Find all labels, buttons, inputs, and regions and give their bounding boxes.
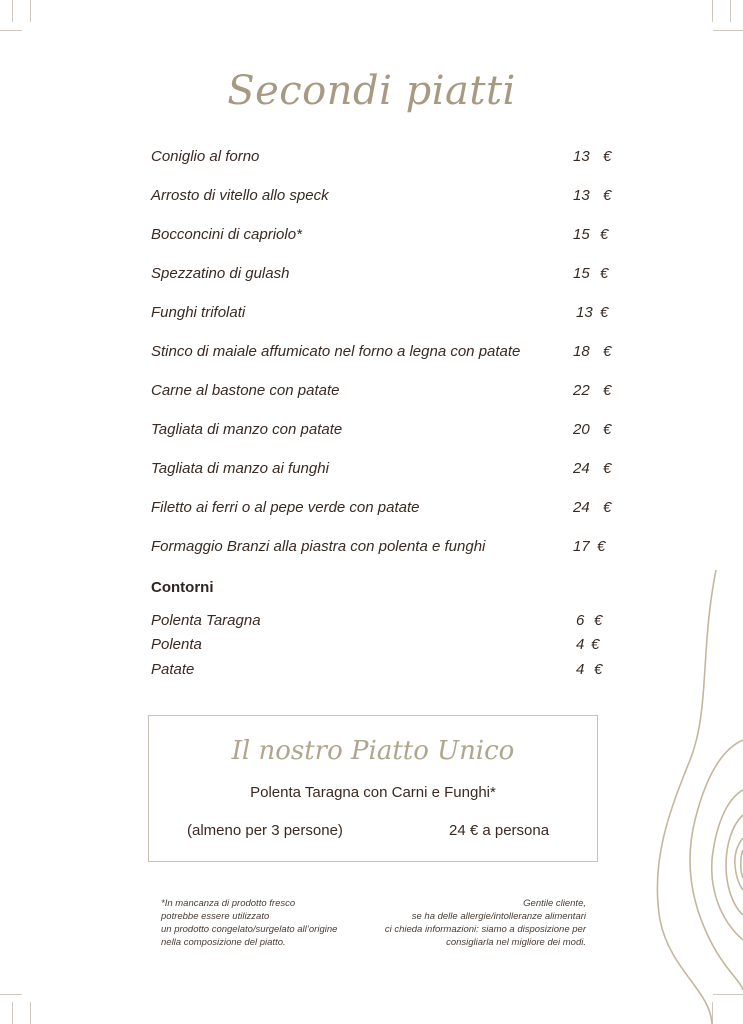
special-dish-box: [148, 715, 598, 862]
footnote-line: consigliarla nel migliore dei modi.: [446, 937, 586, 948]
crop-mark: [713, 30, 743, 31]
dish-price: 13: [573, 148, 590, 165]
footnote-line: ci chieda informazioni: siamo a disposizione per: [384, 924, 586, 935]
menu-item: [151, 265, 621, 285]
side-dish-price: 4: [576, 661, 585, 678]
menu-item: [151, 304, 621, 324]
menu-item: [151, 421, 621, 441]
footnote-line: se ha delle allergie/intolleranze alimentari: [411, 911, 586, 922]
dish-price: 15: [573, 226, 590, 243]
currency-symbol: €: [603, 382, 612, 399]
dish-price: 17: [573, 538, 590, 555]
menu-item: [151, 343, 621, 363]
currency-symbol: €: [597, 538, 606, 555]
currency-symbol: €: [603, 421, 612, 438]
side-dish-name: Patate: [151, 661, 195, 678]
side-dish-price: 4: [576, 636, 585, 653]
special-dish-name: Polenta Taragna con Carni e Funghi*: [250, 784, 496, 801]
side-dish-item: [151, 636, 621, 656]
currency-symbol: €: [603, 499, 612, 516]
footnote-line: *In mancanza di prodotto fresco: [161, 898, 296, 909]
dish-name: Funghi trifolati: [151, 304, 246, 321]
special-dish-price: 24 € a persona: [449, 822, 550, 839]
currency-symbol: €: [600, 304, 609, 321]
menu-item: [151, 538, 621, 558]
crop-mark: [0, 30, 22, 31]
currency-symbol: €: [603, 460, 612, 477]
section-heading-contorni: Contorni: [151, 579, 214, 596]
dish-name: Tagliata di manzo ai funghi: [151, 460, 329, 477]
footnote-line: Gentile cliente,: [523, 898, 586, 909]
menu-item: [151, 382, 621, 402]
dish-name: Bocconcini di capriolo*: [151, 226, 302, 243]
side-dish-name: Polenta Taragna: [151, 612, 261, 629]
side-dish-item: [151, 661, 621, 681]
crop-mark: [730, 0, 731, 22]
menu-item: [151, 148, 621, 168]
dish-name: Filetto ai ferri o al pepe verde con patate: [151, 499, 420, 516]
page-title: Secondi piatti: [227, 68, 516, 114]
dish-price: 13: [573, 187, 590, 204]
currency-symbol: €: [603, 343, 612, 360]
currency-symbol: €: [594, 661, 603, 678]
dish-name: Tagliata di manzo con patate: [151, 421, 343, 438]
crop-mark: [712, 0, 713, 22]
side-dish-price: 6: [576, 612, 585, 629]
dish-name: Spezzatino di gulash: [151, 265, 290, 282]
currency-symbol: €: [600, 226, 609, 243]
footnote-line: nella composizione del piatto.: [161, 937, 286, 948]
currency-symbol: €: [600, 265, 609, 282]
currency-symbol: €: [603, 187, 612, 204]
side-dish-item: [151, 612, 621, 632]
wood-grain-decoration: [640, 560, 743, 1024]
dish-name: Coniglio al forno: [151, 148, 260, 165]
crop-mark: [30, 0, 31, 22]
footnote-line: un prodotto congelato/surgelato all’origine: [161, 924, 338, 935]
menu-item: [151, 460, 621, 480]
dish-price: 13: [576, 304, 593, 321]
dish-price: 24: [573, 460, 590, 477]
dish-name: Arrosto di vitello allo speck: [151, 187, 329, 204]
currency-symbol: €: [591, 636, 600, 653]
dish-price: 22: [573, 382, 590, 399]
dish-name: Stinco di maiale affumicato nel forno a legna con patate: [151, 343, 521, 360]
dish-price: 20: [573, 421, 590, 438]
currency-symbol: €: [594, 612, 603, 629]
currency-symbol: €: [603, 148, 612, 165]
side-dish-name: Polenta: [151, 636, 202, 653]
footnote-allergies: [370, 897, 586, 949]
footnote-line: potrebbe essere utilizzato: [161, 911, 270, 922]
dish-price: 18: [573, 343, 590, 360]
crop-mark: [30, 1002, 31, 1024]
dish-name: Formaggio Branzi alla piastra con polenta e funghi: [151, 538, 486, 555]
special-dish-title: Il nostro Piatto Unico: [231, 736, 515, 766]
menu-item: [151, 187, 621, 207]
footnote-frozen-products: [161, 897, 381, 949]
menu-item: [151, 499, 621, 519]
dish-price: 24: [573, 499, 590, 516]
special-dish-note: (almeno per 3 persone): [187, 822, 343, 839]
crop-mark: [0, 994, 22, 995]
dish-name: Carne al bastone con patate: [151, 382, 340, 399]
menu-item: [151, 226, 621, 246]
dish-price: 15: [573, 265, 590, 282]
crop-mark: [12, 0, 13, 22]
crop-mark: [12, 1002, 13, 1024]
